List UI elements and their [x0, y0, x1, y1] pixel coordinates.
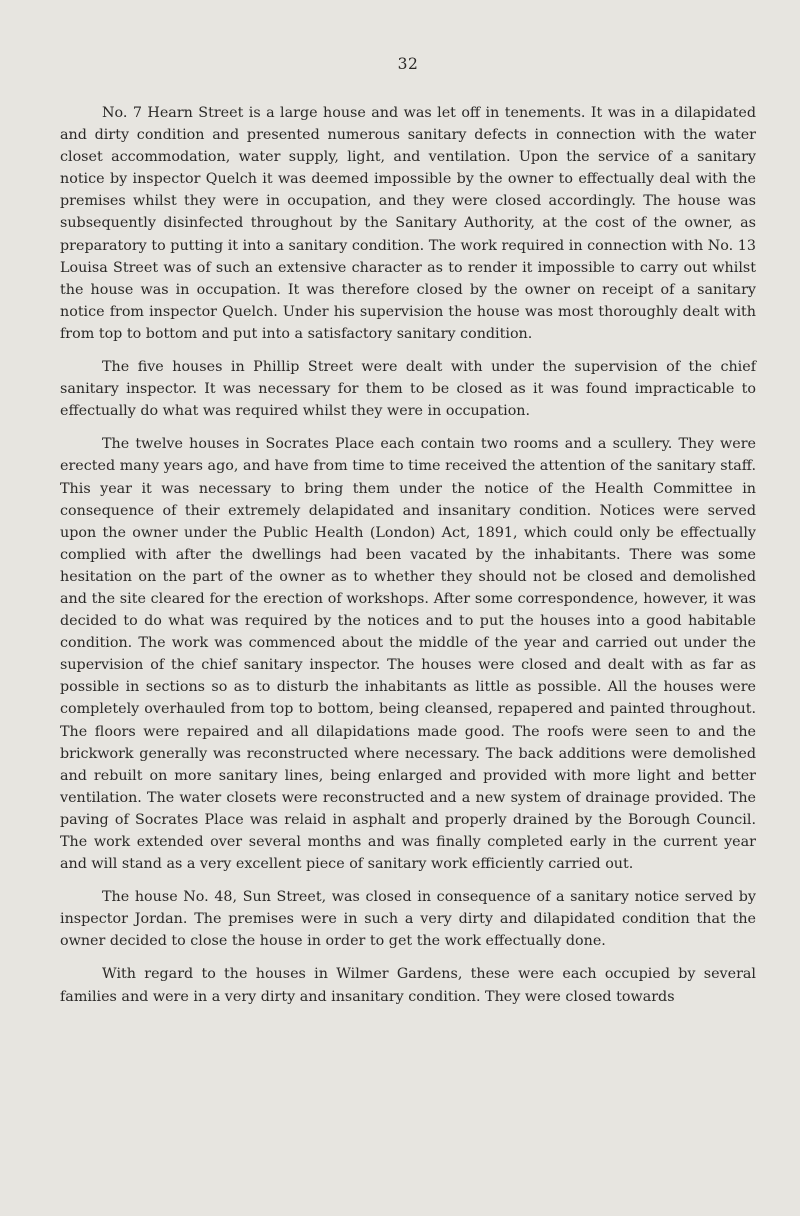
paragraph-hearn-street: No. 7 Hearn Street is a large house and was let off in tenements. It was in a dilapidated and dirty condition and presented numerous sanitary defects in connection with the water closet accommodation, water supply, light, and ventilation. Upon the service of a sanitary notice by inspector Quelch it was deemed impossible by the owner to effectually deal with the premises whilst they were in occupation, and they were closed accordingly. The house was subsequently disinfected throughout by the Sanitary Authority, at the cost of the owner, as preparatory to putting it into a sanitary condition. The work required in connection with No. 13 Louisa Street was of such an extensive character as to render it impossible to carry out whilst the house was in occupation. It was therefore closed by the owner on receipt of a sanitary notice from inspector Quelch. Under his supervision the house was most thoroughly dealt with from top to bottom and put into a satisfactory sanitary condition.	[60, 105, 756, 342]
paragraph-phillip-street: The five houses in Phillip Street were dealt with under the supervision of the chief sanitary inspector. It was necessary for them to be closed as it was found impracticable to effectually do what was required whilst they were in occupation.	[60, 359, 756, 420]
paragraph-sun-street: The house No. 48, Sun Street, was closed in consequence of a sanitary notice served by inspector Jordan. The premises were in such a very dirty and dilapidated condition that the owner decided to close the house in order to get the work effectually done.	[60, 889, 756, 950]
paragraph-wilmer-gardens: With regard to the houses in Wilmer Gardens, these were each occupied by several families and were in a very dirty and insanitary condition. They were closed towards	[60, 966, 756, 1005]
paragraph-socrates-place: The twelve houses in Socrates Place each contain two rooms and a scullery. They were erected many years ago, and have from time to time received the attention of the sanitary staff. This year it was necessary to bring them under the notice of the Health Committee in consequence of their extremely delapidated and insanitary condition. Notices were served upon the owner under the Public Health (London) Act, 1891, which could only be effectually complied with after the dwellings had been vacated by the inhabitants. There was some hesitation on the part of the owner as to whether they should not be closed and demolished and the site cleared for the erection of workshops. After some correspondence, however, it was decided to do what was required by the notices and to put the houses into a good habitable condition. The work was commenced about the middle of the year and carried out under the supervision of the chief sanitary inspector. The houses were closed and dealt with as far as possible in sections so as to disturb the inhabitants as little as possible. All the houses were completely overhauled from top to bottom, being cleansed, repapered and painted throughout. The floors were repaired and all dilapidations made good. The roofs were seen to and the brickwork generally was reconstructed where necessary. The back additions were demolished and rebuilt on more sanitary lines, being enlarged and provided with more light and better ventilation. The water closets were reconstructed and a new system of drainage provided. The paving of Socrates Place was relaid in asphalt and properly drained by the Borough Council. The work extended over several months and was finally completed early in the current year and will stand as a very excellent piece of sanitary work efficiently carried out.	[60, 436, 756, 873]
page-number: 32	[397, 55, 419, 73]
